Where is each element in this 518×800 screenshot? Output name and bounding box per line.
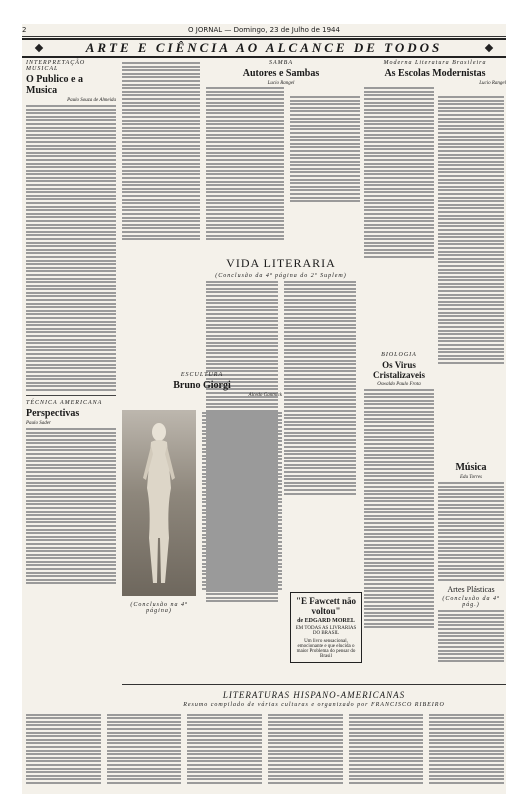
bottom-text-band xyxy=(26,712,504,785)
column-2 xyxy=(122,60,200,242)
hispano-article xyxy=(122,684,506,708)
article-kicker: TÉCNICA AMERICANA xyxy=(26,399,103,406)
biologia-article xyxy=(364,352,434,630)
column-3 xyxy=(206,60,284,242)
article-title: VIDA LITERARIA xyxy=(226,256,336,270)
advert-note: EM TODAS AS LIVRARIAS DO BRASIL xyxy=(295,626,357,636)
advert-title: "E Fawcett não voltou" xyxy=(296,596,356,616)
article-byline: Paulo Sader xyxy=(26,420,51,426)
article-text xyxy=(438,482,504,581)
diamond-icon xyxy=(35,44,43,52)
article-kicker: SAMBA xyxy=(269,60,293,66)
article-title: Os Virus Cristalizaveis xyxy=(373,360,425,380)
article-title: As Escolas Modernistas xyxy=(384,68,486,79)
column-1 xyxy=(26,60,116,586)
article-byline: Lucio Rangel xyxy=(479,81,506,86)
advert-author: de EDGARD MOREL xyxy=(297,618,355,624)
article-title: Bruno Giorgi xyxy=(173,380,231,391)
article-kicker: ESCULTURA xyxy=(180,372,224,378)
column-5 xyxy=(364,60,434,260)
article-text xyxy=(26,428,116,585)
article-byline: Lucio Rangel xyxy=(267,81,295,86)
article-text xyxy=(438,96,504,364)
article-text xyxy=(364,389,434,628)
book-advert xyxy=(290,592,362,663)
column-4 xyxy=(290,94,360,204)
sculpture-figure xyxy=(137,418,181,588)
diamond-icon xyxy=(485,44,493,52)
masthead-line: O JORNAL — Domingo, 23 de Julho de 1944 xyxy=(188,26,340,34)
article-byline: Edu Torres xyxy=(460,475,482,480)
section-banner xyxy=(22,38,506,58)
article-text xyxy=(364,62,434,258)
article-byline: Paulo Souza de Almeida xyxy=(67,98,116,103)
sculpture-photo xyxy=(122,410,196,596)
article-text xyxy=(26,105,116,391)
article-title: Música xyxy=(455,462,487,473)
photo-caption: (Conclusão na 4ª página) xyxy=(130,602,188,614)
article-text xyxy=(206,62,284,240)
article-byline: Alcedo Gantnick xyxy=(248,393,282,398)
article-byline: Oswaldo Paulo Frota xyxy=(377,382,421,387)
article-text xyxy=(122,62,200,240)
article-title: Autores e Sambas xyxy=(242,68,320,79)
article-text xyxy=(284,279,356,604)
musica-right-article xyxy=(438,460,504,664)
article-kicker: Moderna Literatura Brasileira xyxy=(383,60,487,66)
literatura-header xyxy=(364,60,506,86)
article-title: Perspectivas xyxy=(26,407,80,419)
article-kicker: INTERPRETAÇÃO MUSICAL xyxy=(26,60,86,72)
article-title: O Publico e a Musica xyxy=(26,74,83,96)
page-number: 2 xyxy=(22,26,27,34)
article-title: LITERATURAS HISPANO-AMERICANAS xyxy=(222,690,406,700)
article-text xyxy=(290,96,360,202)
article-text xyxy=(438,610,504,662)
article-subtitle: (Conclusão da 4ª página do 2º Suplem) xyxy=(215,273,347,279)
column-6 xyxy=(438,94,504,366)
article-kicker: BIOLOGIA xyxy=(381,352,417,358)
newspaper-page xyxy=(22,24,506,794)
advert-blurb: Um livro sensacional, emocionante e que elucida o maior Problema do pensar do Brasil xyxy=(296,639,356,659)
article-title: Artes Plásticas xyxy=(447,585,495,595)
escultura-article xyxy=(122,372,282,398)
article-subtitle: (Conclusão da 4ª pág.) xyxy=(442,596,500,609)
samba-header xyxy=(206,60,356,86)
banner-title: ARTE E CIÊNCIA AO ALCANCE DE TODOS xyxy=(85,40,443,55)
escultura-text xyxy=(202,410,282,591)
article-subtitle: Resumo compilado de várias culturas e organizado por FRANCISCO RIBEIRO xyxy=(183,702,445,708)
